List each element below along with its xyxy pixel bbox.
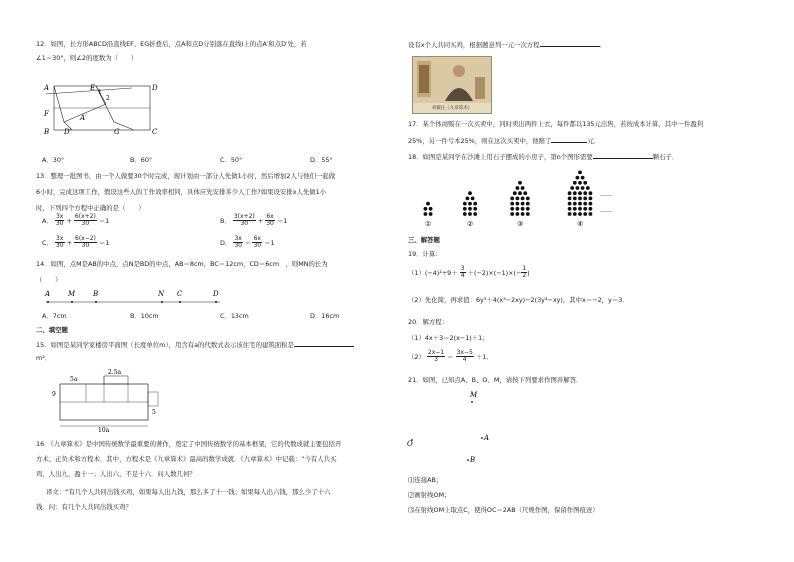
pebble (516, 212, 520, 216)
frac-den: 30 (234, 242, 242, 250)
frac-den: 30 (253, 242, 262, 250)
frac-den: 3 (434, 356, 438, 364)
q21-points-figure (408, 388, 528, 468)
pebble-house-2 (463, 191, 477, 228)
q13-option-c (42, 236, 109, 250)
label-C: C (152, 128, 158, 136)
pebble (568, 207, 572, 211)
pebble (576, 186, 580, 190)
pebble (521, 212, 525, 216)
pebble (573, 197, 577, 201)
pebble (589, 191, 593, 195)
q19-title: 19．计算： (408, 250, 442, 258)
label-G: G (114, 128, 120, 136)
point-O: O (407, 440, 413, 448)
label-A: A (44, 84, 50, 92)
q20-p2-label: （2） (408, 352, 425, 361)
label-B: B (44, 128, 50, 136)
q16-answer-blank (540, 40, 600, 47)
q15-answer-blank (294, 340, 354, 347)
frac-num: 6x (266, 213, 274, 220)
frac-num: 2x−1 (427, 349, 445, 356)
q17-text-1: 17．某个体商贩在一次买卖中，同时卖出两件上衣，每件都以135元出售，若按成本计算，其中一件盈利 (408, 120, 704, 128)
frac-den: 4 (460, 272, 465, 280)
label-angle-1: 1 (98, 89, 102, 96)
pebble (573, 212, 577, 216)
pebble (516, 197, 520, 201)
q16-text-1: 16．《九章算术》是中国传统数学最重要的著作，奠定了中国传统数学的基本框架，它的代数成就主要包括开 (36, 440, 342, 448)
pebble (468, 202, 472, 206)
ellipsis: …… (600, 207, 612, 214)
dim-5: 5 (152, 409, 156, 416)
q13-option-d-label: D． (220, 238, 232, 247)
point-N: N (158, 290, 165, 298)
frac-num: 3(x+2) (233, 213, 255, 220)
plus-sign: + (257, 216, 264, 225)
q13-option-a (42, 214, 109, 228)
pebble (583, 207, 587, 211)
q13-text-3: 时，下列四个方程中正确的是（ ） (36, 204, 145, 212)
pebble (573, 207, 577, 211)
q21-text-1: 21．如图，已知点A、B、O、M，请按下列要求作图并解答． (408, 376, 583, 384)
pebble (573, 202, 577, 206)
frac-num: 3x (55, 213, 64, 220)
pebble (578, 197, 582, 201)
pebble (586, 186, 590, 190)
q15-unit: m²． (36, 354, 52, 362)
pebble (570, 186, 574, 190)
pebble (578, 171, 582, 175)
liu-hui-painting (412, 56, 492, 114)
q21-step-3: ⑶在射线OM上取点C，使得OC＝2AB（尺规作图，保留作图痕迹） (408, 506, 599, 514)
q14-option-a: A．7cm (42, 312, 67, 320)
q21-step-1: ⑴连接AB； (408, 476, 443, 484)
q12-text-1: 12．如图，长方形ABCD沿直线EF、EG折叠后，点A和点D分别落在直线l上的点A′和点D′处，若 (36, 40, 307, 48)
pebble (468, 212, 472, 216)
q19-part-1: （1）(−4)²÷9＋ $\frac{3}{4}$ ＋(−2)×(−1)×(− $\frac{1}{2}$ ) (408, 265, 530, 280)
plus-sign: + (66, 216, 72, 225)
frac-num: 6(x+2) (74, 213, 96, 220)
painting-caption: 刘徽注《九章算术》 (431, 106, 473, 112)
pebble (473, 202, 477, 206)
q12-option-d: D．55° (310, 156, 333, 164)
q20-part-1: （1）4x＋3＝2(x−1)＋1； (408, 334, 489, 342)
pebble (510, 197, 514, 201)
pebble (583, 191, 587, 195)
q12-option-a: A．30° (42, 156, 65, 164)
dim-9: 9 (52, 391, 56, 398)
q16-text-4: 译文：“有几个人共同出钱买鸡，如果每人出九钱，那么多了十一钱；如果每人出六钱，那么少了十六 (46, 488, 331, 496)
frac-num: 6x (253, 235, 261, 242)
frac-den: 2 (522, 272, 527, 280)
label-A-prime: A′ (80, 114, 87, 122)
point-M: M (470, 391, 478, 399)
pebble (526, 202, 530, 206)
pebble (473, 212, 477, 216)
pebble (583, 202, 587, 206)
q19-p1-b: ＋(−2)×(−1)× (467, 268, 514, 277)
pebble-house-4 (568, 171, 593, 229)
pebble-house-1 (424, 202, 433, 228)
figure-number-1: ① (425, 220, 432, 228)
scholar-figure-icon (413, 57, 491, 103)
q14-option-d: D．16cm (310, 312, 340, 320)
pebble (510, 207, 514, 211)
q14-text-1: 14．如图，点M是AB的中点，点N是BD的中点，AB＝8cm，BC＝12cm，CD＝6cm ，则MN的长为 (36, 260, 328, 268)
q14-option-c: C．13cm (220, 312, 249, 320)
q16-text-5: 钱．问：有几个人共同出钱买鸡？ (36, 503, 132, 511)
pebble (516, 186, 520, 190)
figure-number-4: ④ (577, 220, 584, 228)
point-C: C (177, 290, 183, 298)
pebble (578, 207, 582, 211)
pebble (429, 212, 433, 216)
pebble (466, 197, 470, 201)
q18-pebble-houses (408, 166, 618, 230)
pebble (526, 197, 530, 201)
label-angle-2: 2 (106, 95, 110, 102)
pebble (463, 212, 467, 216)
pebble (518, 191, 522, 195)
pebble (516, 207, 520, 211)
pebble (578, 191, 582, 195)
pebble (521, 202, 525, 206)
pebble (583, 212, 587, 216)
dim-2-5a: 2.5a (108, 369, 122, 376)
q13-option-c-label: C． (42, 238, 53, 247)
pebble (468, 191, 472, 195)
point-A: A (45, 290, 51, 298)
equals-one: ＝1 (264, 238, 275, 247)
label-D-prime: D′ (64, 128, 72, 136)
frac-num: 3 (460, 265, 465, 272)
pebble (576, 176, 580, 180)
label-F: F (44, 110, 49, 118)
label-D: D (152, 84, 158, 92)
pebble (426, 202, 430, 206)
point-D: D (213, 290, 219, 298)
q18-unit: 颗石子． (652, 153, 679, 161)
pebble (568, 197, 572, 201)
frac-num: 3x (56, 235, 64, 242)
q16-text-3: 鸡，人出九，盈十一；人出六，不足十六．问人数几何？ (36, 470, 196, 478)
pebble (526, 212, 530, 216)
frac-den: 30 (81, 242, 90, 250)
q13-text-1: 13．整理一批图书，由一个人做要30个时完成，现计划由一部分人先做1小时，然后增加2人与他们一起做 (36, 172, 336, 180)
pebble (568, 202, 572, 206)
q18-text-1 (408, 152, 678, 161)
q12-text-2: ∠1＝30°，则∠2的度数为（ ） (36, 54, 138, 62)
equals-one: ＝1 (276, 216, 288, 225)
pebble (463, 202, 467, 206)
pebble (589, 207, 593, 211)
pebble (429, 207, 433, 211)
q15-text-1 (36, 340, 354, 349)
q13-option-a-label: A． (42, 216, 53, 225)
frac-num: 3x−5 (456, 349, 473, 356)
q13-text-2: 6小时，完成这项工作，假设这些人的工作效率相同，具体应先安排多少人工作?如果设安排x人先做1小 (36, 188, 327, 196)
pebble (521, 186, 525, 190)
minus-sign: − (245, 238, 251, 247)
frac-den: 30 (266, 220, 274, 228)
pebble (521, 197, 525, 201)
q20-title: 20．解方程： (408, 318, 449, 326)
pebble (583, 197, 587, 201)
section-2-heading: 二、填空题 (36, 326, 68, 334)
q12-option-b: B．60° (130, 156, 153, 164)
pebble (568, 212, 572, 216)
point-B: B (470, 456, 476, 464)
pebble (521, 207, 525, 211)
frac-den: 30 (81, 220, 90, 228)
frac-den: 30 (240, 220, 249, 228)
frac-den: 30 (55, 220, 64, 228)
pebble (473, 207, 477, 211)
pebble (510, 212, 514, 216)
pebble (578, 212, 582, 216)
q17-unit: 元． (587, 137, 601, 145)
frac-den: 30 (55, 242, 64, 250)
q20-part-2 (408, 350, 493, 364)
pebble (510, 202, 514, 206)
q14-number-line (40, 288, 230, 308)
q19-p1-a: （1）(−4)²÷9＋ (408, 268, 458, 277)
q18-text: 18．如图是某同学在沙滩上用石子摆成的小房子，第n个图形需要 (408, 153, 593, 161)
pebble (463, 207, 467, 211)
pebble (424, 207, 428, 211)
pebble-house-3 (510, 181, 529, 228)
q17-answer-blank (551, 136, 587, 143)
dim-5a: 5a (70, 376, 78, 383)
frac-num: 6(x−2) (75, 235, 96, 242)
point-B: B (93, 290, 99, 298)
q18-answer-blank (593, 152, 653, 159)
point-M: M (68, 290, 76, 298)
ellipsis: …… (600, 191, 612, 198)
equals-sign: ＝ (447, 352, 454, 361)
q21-step-2: ⑵画射线OM； (408, 491, 451, 499)
pebble (589, 212, 593, 216)
pebble (573, 191, 577, 195)
plus-sign: + (66, 238, 72, 247)
equals-one: ＝1 (98, 216, 110, 225)
pebble (518, 181, 522, 185)
q16-text-2: 方术、正负术和方程术．其中，方程术是《九章算术》最高的数学成就．《九章算术》中记载：“今有人共买 (36, 455, 337, 463)
pebble (516, 202, 520, 206)
pebble (573, 181, 577, 185)
q17-text: 25%，另一件亏本25%，则在这次买卖中，他赔了 (408, 137, 552, 145)
pebble (589, 202, 593, 206)
q13-option-b-label: B． (220, 216, 231, 225)
figure-number-2: ② (467, 220, 474, 228)
pebble (578, 181, 582, 185)
q19-part-2: （2）先化简，再求值：6y³＋4(x³−2xy)−2(3y³−xy)，其中x＝−2，y＝3． (408, 296, 629, 304)
q13-option-b (220, 214, 287, 228)
q16-equation-prompt: 设有x个人共同买鸡，根据题意列一元一次方程 (408, 41, 540, 49)
pebble (424, 212, 428, 216)
dim-10a: 10a (98, 427, 110, 434)
section-3-heading: 三、解答题 (408, 236, 440, 244)
frac-num: 3x (234, 235, 242, 242)
pebble (568, 191, 572, 195)
figure-number-3: ③ (517, 220, 524, 228)
q15-text: 15．如图是某同学家楼房平面图（长度单位m），用含有a的代数式表示该住宅的建筑面积是 (36, 341, 294, 349)
pebble (468, 207, 472, 211)
right-top-text: 设有x个人共同买鸡，根据题意列一元一次方程 ． (408, 41, 606, 49)
q13-option-d (220, 236, 275, 250)
q20-p2-end: ＋1． (475, 352, 493, 361)
q12-fold-figure (42, 80, 172, 142)
q17-text-2 (408, 136, 600, 145)
pebble (589, 197, 593, 201)
pebble (581, 176, 585, 180)
pebble (581, 186, 585, 190)
q12-option-c: C．50° (220, 156, 243, 164)
pebble (526, 207, 530, 211)
pebble (578, 202, 582, 206)
pebble (471, 197, 475, 201)
equals-one: ＝1 (98, 238, 110, 247)
q14-option-b: B．10cm (130, 312, 159, 320)
point-A: A (484, 434, 490, 442)
pebble (583, 181, 587, 185)
pebble (513, 191, 517, 195)
q15-floor-plan (40, 366, 170, 432)
label-E: E (90, 84, 96, 92)
pebble (523, 191, 527, 195)
q14-text-2: （ ） (36, 276, 62, 284)
frac-den: 4 (462, 356, 467, 364)
frac-num: 1 (522, 265, 527, 272)
